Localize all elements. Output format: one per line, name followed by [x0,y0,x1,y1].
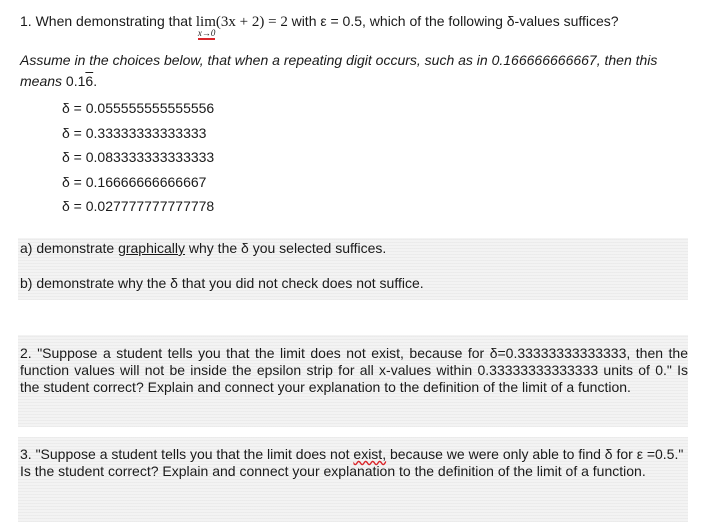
limit-word: lim [195,14,216,30]
question-3-prompt [20,446,688,480]
limit-body: (3x + 2) = 2 [215,14,288,30]
question-3-before: 3. "Suppose a student tells you that the limit does not [20,446,350,462]
repeating-example [66,73,97,89]
delta-choice[interactable]: δ = 0.055555555555556 [62,100,215,116]
limit-operator [195,14,216,38]
part-b-prompt: b) demonstrate why the δ that you did not check does not suffice. [20,275,424,291]
delta-choice[interactable]: δ = 0.027777777777778 [62,198,215,214]
limit-expression [195,14,292,38]
repeating-example-end: . [93,73,98,89]
repeating-digit: 6 [85,73,94,89]
delta-choices-list [62,99,214,222]
assumption-note [20,50,692,92]
assumption-text: Assume in the choices below, that when a repeating digit occurs, such as in 0.166666666667, then this means [20,52,658,89]
part-a-underlined: graphically [118,240,185,256]
question-3-after: because we were only able to find δ for ε =0.5." Is the student correct? Explain and connect your explanation to the definition of the limit of a function. [20,446,684,479]
limit-subscript: x→0 [197,28,216,38]
question-1-suffix: with ε = 0.5, which of the following δ-values suffices? [291,13,619,29]
part-a-prompt [20,240,688,257]
repeating-example-prefix: 0.1 [65,73,86,89]
delta-choice[interactable]: δ = 0.16666666666667 [62,173,207,190]
question-1-prompt [20,13,619,38]
delta-choice[interactable]: δ = 0.33333333333333 [62,124,207,141]
question-1-prefix: 1. When demonstrating that [20,13,192,29]
question-3-underlined: exist, [353,446,387,462]
part-a-after: why the δ you selected suffices. [188,240,387,256]
delta-choice[interactable]: δ = 0.083333333333333 [62,149,215,165]
part-a-before: a) demonstrate [20,240,115,256]
question-2-prompt: 2. "Suppose a student tells you that the limit does not exist, because for δ=0.33333333333333, then the function values will not be inside the epsilon strip for all x-values within 0.33333333333333 units of 0." Is the student correct? Explain and connect your explanation to the definition of the limit of a function. [20,345,688,395]
